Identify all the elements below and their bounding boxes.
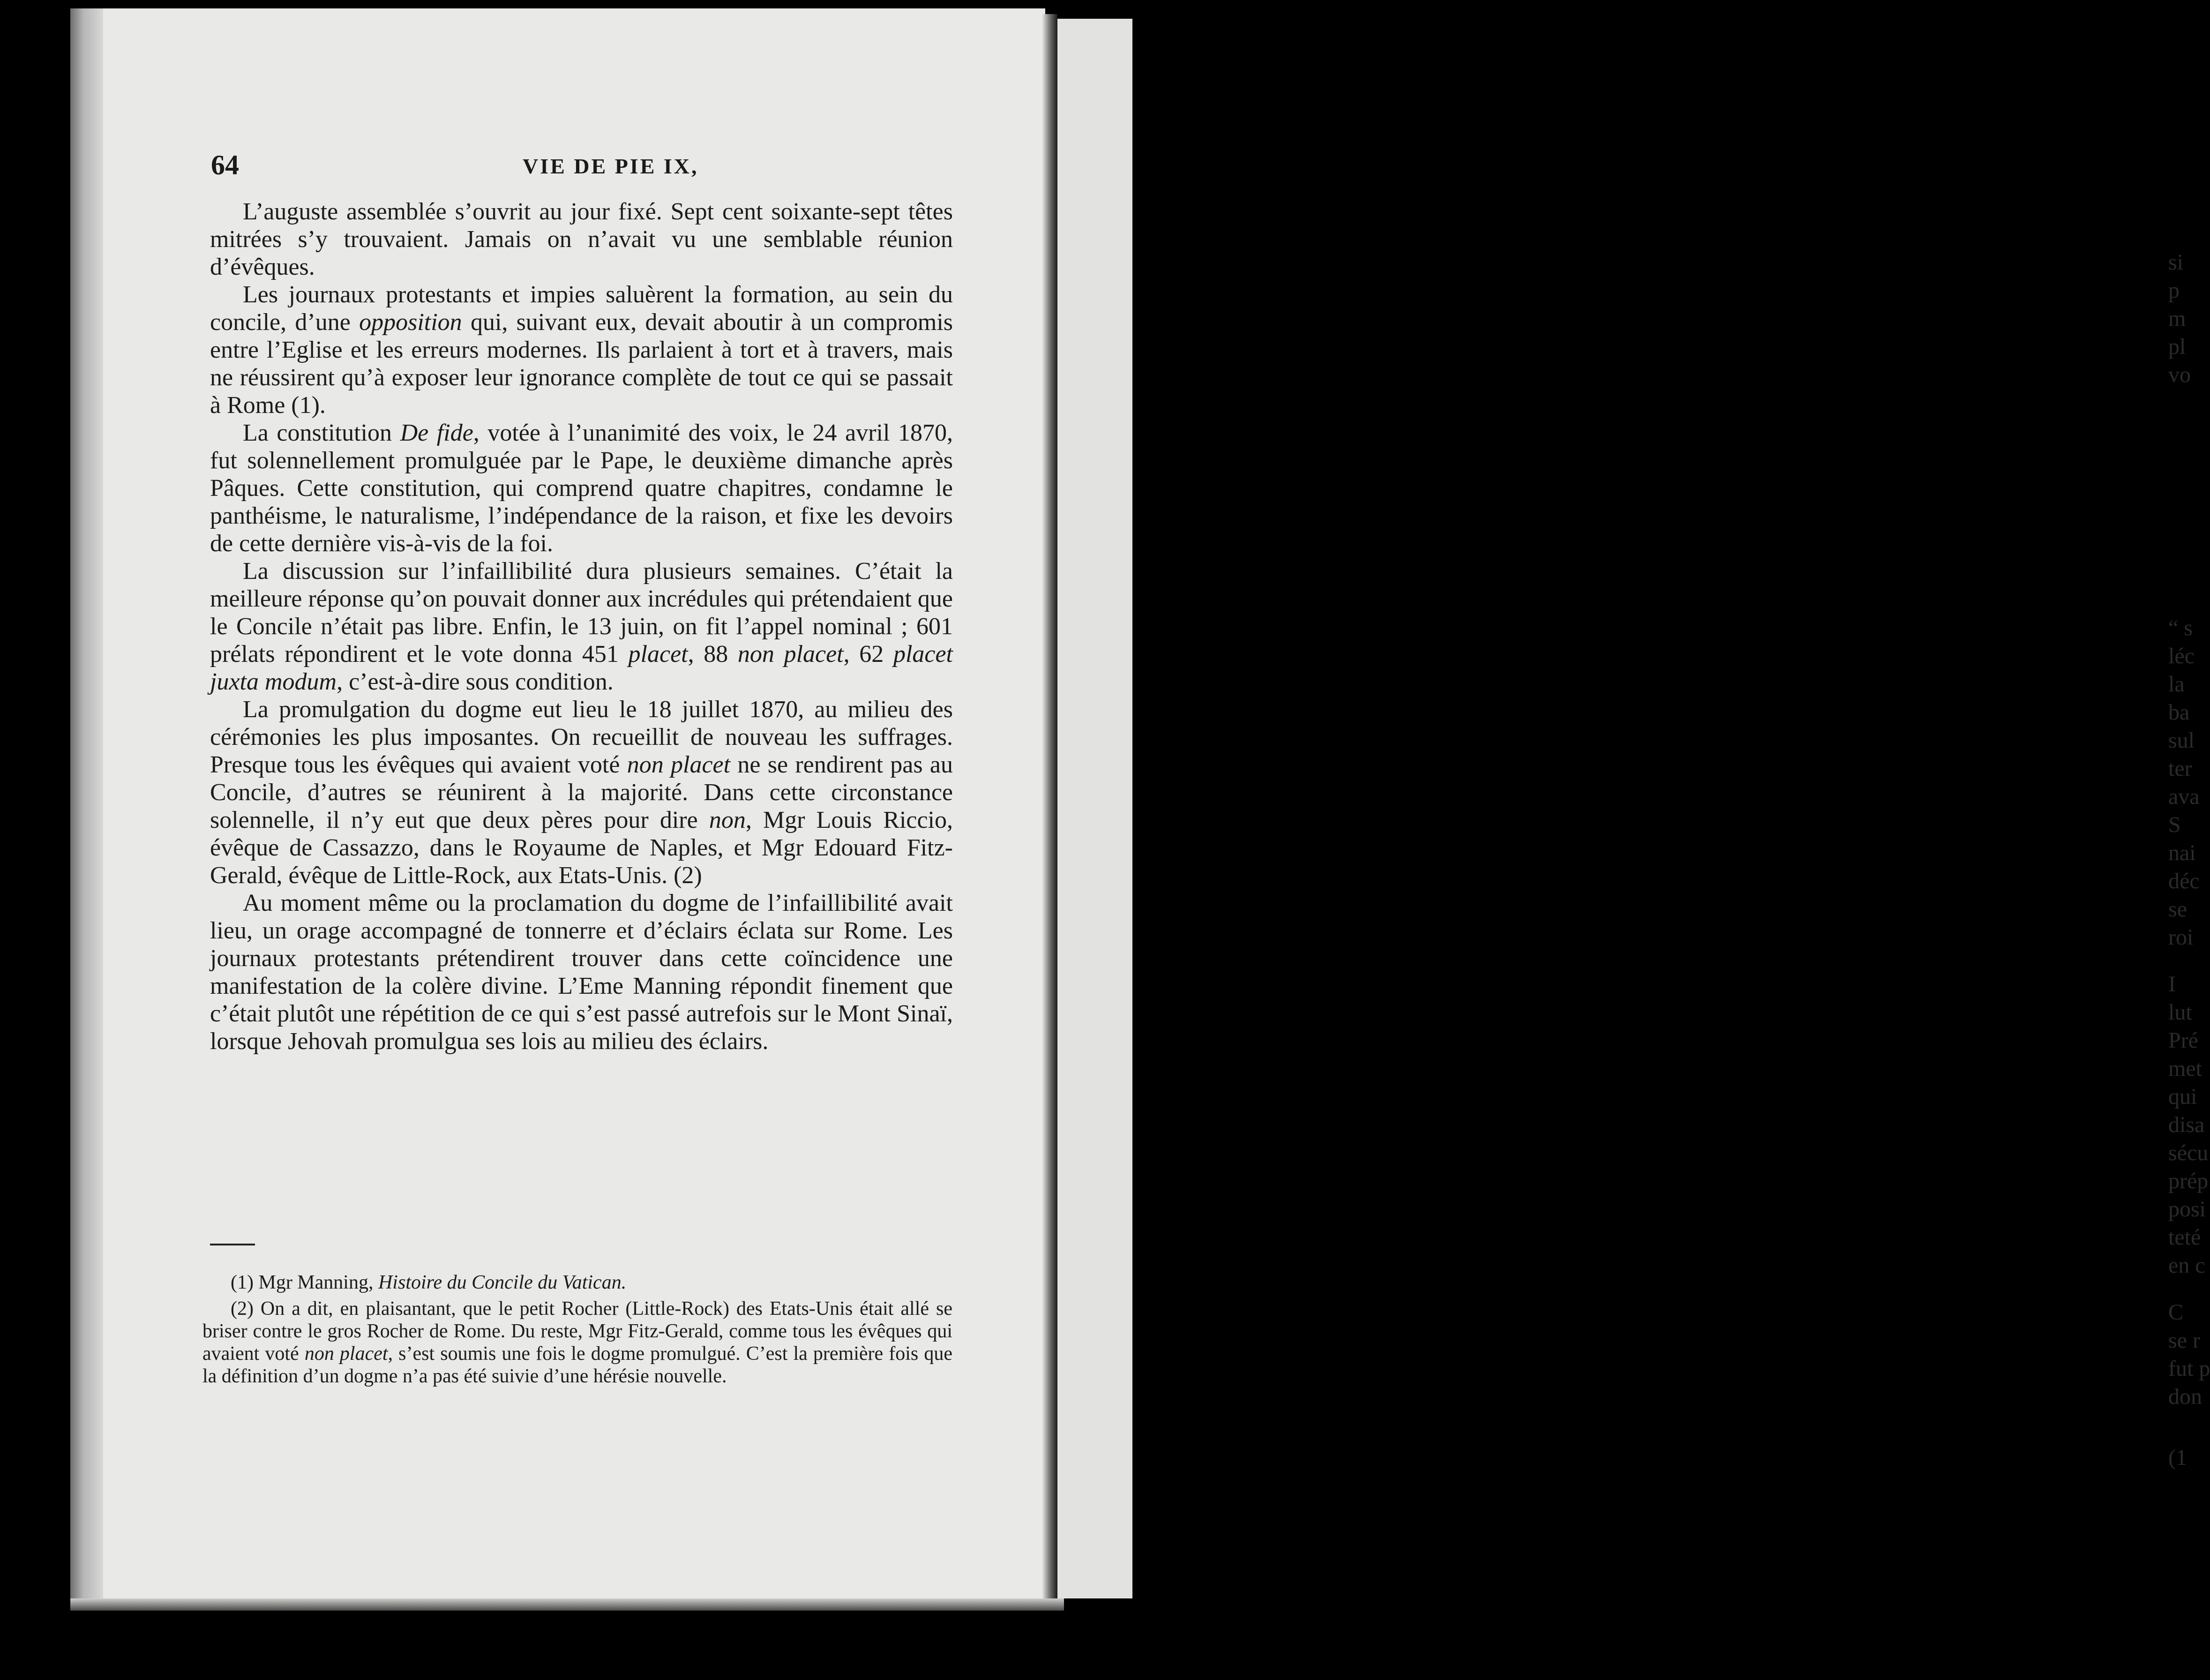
facing-page-fragment: la — [2168, 672, 2185, 697]
paragraph-5-text-c: , Mgr Louis Riccio, évêque de Cassazzo, dans le Royaume de Naples, et Mgr Edouard Fitz-Gerald, évêque de Little-Rock, aux Etats-Unis. (2) — [210, 807, 953, 889]
facing-page-fragment: C — [2168, 1300, 2184, 1325]
facing-page-fragment: nai — [2168, 840, 2196, 865]
paragraph-6 — [210, 889, 953, 1055]
facing-page-fragment: don — [2168, 1384, 2202, 1409]
facing-page-fragment: qui — [2168, 1084, 2197, 1109]
paragraph-4-text-b: , 88 — [688, 641, 738, 668]
facing-page-fragment: prép — [2168, 1169, 2209, 1193]
footnote-2-italic: non placet — [304, 1343, 388, 1365]
paragraph-3 — [210, 419, 953, 557]
footnote-1-italic: Histoire du Concile du Vatican. — [378, 1272, 627, 1293]
facing-page-fragment: S — [2168, 812, 2181, 837]
paragraph-1 — [210, 198, 953, 281]
paragraph-1-text: L’auguste assemblée s’ouvrit au jour fixé. Sept cent soixante-sept têtes mitrées s’y trouvaient. Jamais on n’avait vu une semblable réunion d’évêques. — [210, 198, 953, 280]
paragraph-5 — [210, 696, 953, 889]
paragraph-2-text-a: Les journaux protestants et impies saluèrent la formation, au sein du concile, d’une — [210, 281, 953, 336]
facing-page — [1057, 19, 2210, 1598]
paragraph-5-italic-1: non placet — [627, 751, 731, 778]
footnote-2-text-b: , s’est soumis une fois le dogme promulgué. C’est la première fois que la définition d’un dogme n’a pas été suivie d’une hérésie nouvelle. — [202, 1343, 953, 1387]
footnote-1-text: (1) Mgr Manning, — [231, 1272, 378, 1293]
facing-page-fragment: en c — [2168, 1253, 2205, 1278]
page-edge-shadow — [70, 8, 103, 1607]
facing-page-fragment: lut — [2168, 1000, 2192, 1025]
facing-page-fragment: posi — [2168, 1197, 2206, 1222]
facing-page-fragment: se r — [2168, 1328, 2200, 1353]
facing-page-fragment: sul — [2168, 728, 2195, 753]
facing-page-fragment: déc — [2168, 869, 2200, 893]
page-bottom-shadow — [70, 1598, 1064, 1611]
facing-page-fragment: si — [2168, 250, 2184, 275]
facing-page-fragment: disa — [2168, 1112, 2205, 1137]
main-text — [210, 198, 953, 1055]
facing-page-fragment: Pré — [2168, 1028, 2198, 1053]
paragraph-2 — [210, 281, 953, 419]
paragraph-3-text-b: , votée à l’unanimité des voix, le 24 avril 1870, fut solennellement promulguée par le Pape, le deuxième dimanche après Pâques. Cette constitution, qui comprend quatre chapitres, condamne le panthéisme, le naturalisme, l’indépendance de la raison, et fixe les devoirs de cette dernière vis-à-vis de la foi. — [210, 420, 953, 557]
paragraph-4-italic-1: placet — [628, 641, 688, 668]
facing-page-fragment: “ s — [2168, 615, 2193, 640]
facing-page-fragment: vo — [2168, 362, 2191, 387]
paragraph-4-italic-3: placet juxta modum — [210, 641, 953, 695]
page-number: 64 — [211, 150, 239, 180]
facing-page-fragment: ba — [2168, 700, 2190, 725]
page-header — [211, 149, 951, 182]
paragraph-6-text: Au moment même ou la proclamation du dogme de l’infaillibilité avait lieu, un orage accompagné de tonnerre et d’éclairs éclata sur Rome. Les journaux protestants prétendirent trouver dans cette coïncidence une manifestation de la colère divine. L’Eme Manning répondit finement que c’était plutôt une répétition de ce qui s’est passé autrefois sur le Mont Sinaï, lorsque Jehovah promulgua ses lois au milieu des éclairs. — [210, 890, 953, 1055]
facing-page-fragment: ter — [2168, 756, 2192, 781]
paragraph-3-text-a: La constitution — [243, 420, 400, 446]
paragraph-5-italic-2: non — [709, 807, 746, 833]
paragraph-4-text-d: , c’est-à-dire sous condition. — [337, 668, 614, 695]
facing-page-fragment: teté — [2168, 1225, 2201, 1250]
paragraph-2-text-b: qui, suivant eux, devait aboutir à un compromis entre l’Eglise et les erreurs modernes. Ils parlaient à tort et à travers, mais ne réussirent qu’à exposer leur ignorance complète de tout ce qui se passait à Rome (1). — [210, 309, 953, 419]
paragraph-5-text-a: La promulgation du dogme eut lieu le 18 juillet 1870, au milieu des cérémonies les plus imposantes. On recueillit de nouveau les suffrages. Presque tous les évêques qui avaient voté — [210, 696, 953, 778]
paragraph-5-text-b: ne se rendirent pas au Concile, d’autres se réunirent à la majorité. Dans cette circonstance solennelle, il n’y eut que deux pères pour dire — [210, 751, 953, 833]
paragraph-2-italic: opposition — [359, 309, 462, 336]
facing-page-fragment: léc — [2168, 644, 2195, 668]
facing-page-fragment: p — [2168, 278, 2180, 303]
facing-page-fragment: sécu — [2168, 1140, 2209, 1165]
paragraph-4 — [210, 557, 953, 696]
facing-page-fragment: pl — [2168, 334, 2186, 359]
facing-page-fragment: ava — [2168, 784, 2200, 809]
facing-page-fragment: m — [2168, 306, 2186, 331]
facing-page-fragment: met — [2168, 1056, 2202, 1081]
footnotes — [202, 1271, 952, 1391]
paragraph-4-text-a: La discussion sur l’infaillibilité dura plusieurs semaines. C’était la meilleure réponse qu’on pouvait donner aux incrédules qui prétendaient que le Concile n’était pas libre. Enfin, le 13 juin, on fit l’appel nominal ; 601 prélats répondirent et le vote donna 451 — [210, 558, 953, 668]
book-gutter — [1041, 14, 1057, 1598]
paragraph-4-italic-2: non placet — [737, 641, 844, 668]
facing-page-fragment: I — [2168, 972, 2176, 997]
footnote-2-text-a: (2) On a dit, en plaisantant, que le petit Rocher (Little-Rock) des Etats-Unis était allé se briser contre le gros Rocher de Rome. Du reste, Mgr Fitz-Gerald, comme tous les évêques qui avaient voté — [202, 1298, 952, 1365]
running-title: VIE DE PIE IX, — [523, 154, 699, 178]
paragraph-4-text-c: , 62 — [843, 641, 893, 668]
facing-page-text — [2168, 19, 2210, 1598]
facing-page-fragment: roi — [2168, 925, 2194, 950]
footnote-2 — [202, 1298, 952, 1388]
paragraph-3-italic: De fide — [400, 420, 473, 446]
facing-page-fragment: se — [2168, 897, 2187, 922]
facing-page-fragment: (1 — [2168, 1445, 2187, 1470]
facing-page-fragment: fut p — [2168, 1356, 2210, 1381]
footnote-divider — [210, 1244, 255, 1245]
footnote-1 — [202, 1271, 952, 1294]
